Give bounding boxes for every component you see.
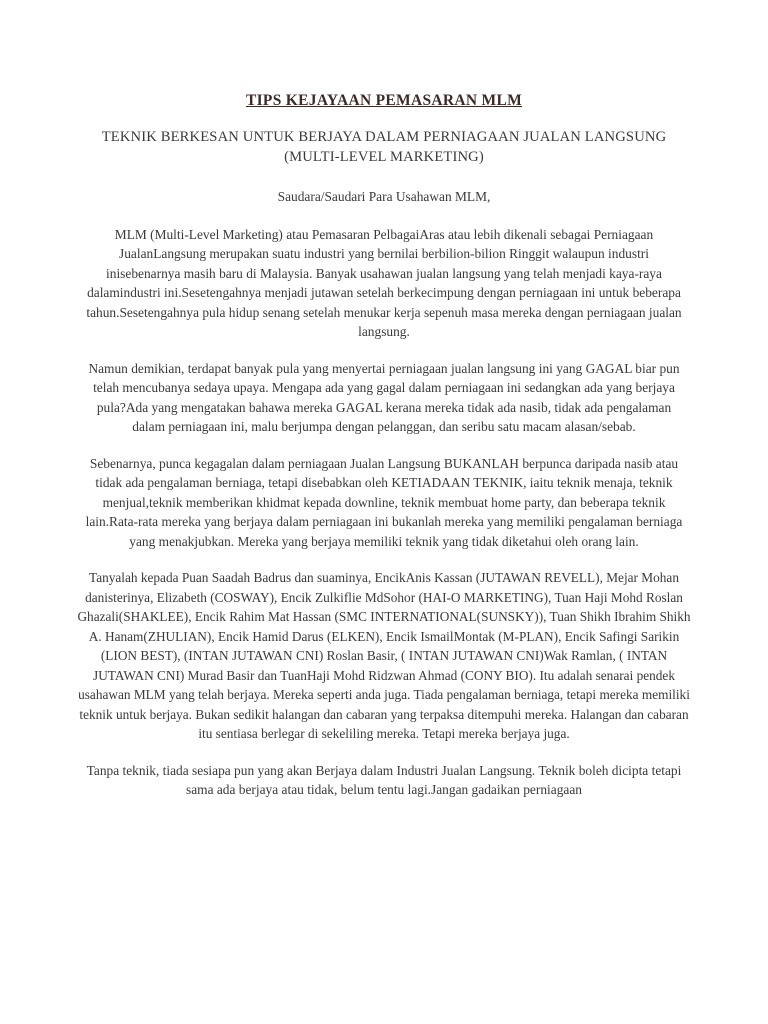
paragraph-intro: MLM (Multi-Level Marketing) atau Pemasaran PelbagaiAras atau lebih dikenali sebagai Perniagaan JualanLangsung merupakan suatu industri yang bernilai berbilion-bilion Ringgit walaupun industri inisebenarnya masih baru di Malaysia. Banyak usahawan jualan langsung yang telah menjadi kaya-raya dalamindustri ini.Sesetengahnya menjadi jutawan setelah berkecimpung dengan perniagaan ini untuk beberapa tahun.Sesetengahnya pula hidup senang setelah menukar kerja sepenuh masa mereka dengan perniagaan jualan langsung.	[86, 226, 682, 340]
paragraph-technique: Tanpa teknik, tiada sesiapa pun yang akan Berjaya dalam Industri Jualan Langsung. Teknik boleh dicipta tetapi sama ada berjaya atau tidak, belum tentu lagi.Jangan gadaikan perniagaan	[86, 762, 682, 798]
paragraph-examples: Tanyalah kepada Puan Saadah Badrus dan suaminya, EncikAnis Kassan (JUTAWAN REVELL), Mejar Mohan danisterinya, Elizabeth (COSWAY), Encik Zulkiflie MdSohor (HAI-O MARKETING), Tuan Haji Mohd Roslan Ghazali(SHAKLEE), Encik Rahim Mat Hassan (SMC INTERNATIONAL(SUNSKY)), Tuan Shikh Ibrahim Shikh A. Hanam(ZHULIAN), Encik Hamid Darus (ELKEN), Encik IsmailMontak (M-PLAN), Encik Safingi Sarikin (LION BEST), (INTAN JUTAWAN CNI) Roslan Basir, ( INTAN JUTAWAN CNI)Wak Ramlan, ( INTAN JUTAWAN CNI) Murad Basir dan TuanHaji Mohd Ridzwan Ahmad (CONY BIO). Itu adalah senarai pendek usahawan MLM yang telah berjaya. Mereka seperti anda juga. Tiada pengalaman berniaga, tetapi mereka memiliki teknik untuk berjaya. Bukan sedikit halangan dan cabaran yang terpaksa ditempuhi mereka. Halangan dan cabaran itu sentiasa berlegar di sekeliling mereka. Tetapi mereka berjaya juga.	[77, 570, 691, 742]
paragraph-cause: Sebenarnya, punca kegagalan dalam perniagaan Jualan Langsung BUKANLAH berpunca daripada nasib atau tidak ada pengalaman berniaga, tetapi disebabkan oleh KETIADAAN TEKNIK, iaitu teknik menaja, teknik menjual,teknik memberikan khidmat kepada downline, teknik membuat home party, dan beberapa teknik lain.Rata-rata mereka yang berjaya dalam perniagaan ini bukanlah mereka yang memiliki pengalaman berniaga yang menakjubkan. Mereka yang berjaya memiliki teknik yang tidak diketahui oleh orang lain.	[85, 455, 683, 549]
document-title: TIPS KEJAYAAN PEMASARAN MLM	[245, 92, 523, 109]
paragraph-failure: Namun demikian, terdapat banyak pula yang menyertai perniagaan jualan langsung ini yang GAGAL biar pun telah mencubanya sedaya upaya. Mengapa ada yang gagal dalam perniagaan ini sedangkan ada yang berjaya pula?Ada yang mengatakan bahawa mereka GAGAL kerana mereka tidak ada nasib, tidak ada pengalaman dalam perniagaan ini, malu berjumpa dengan pelanggan, dan seribu satu macam alasan/sebab.	[88, 360, 680, 435]
salutation: Saudara/Saudari Para Usahawan MLM,	[277, 189, 491, 205]
document-subtitle: TEKNIK BERKESAN UNTUK BERJAYA DALAM PERNIAGAAN JUALAN LANGSUNG (MULTI-LEVEL MARKETING)	[101, 129, 667, 165]
